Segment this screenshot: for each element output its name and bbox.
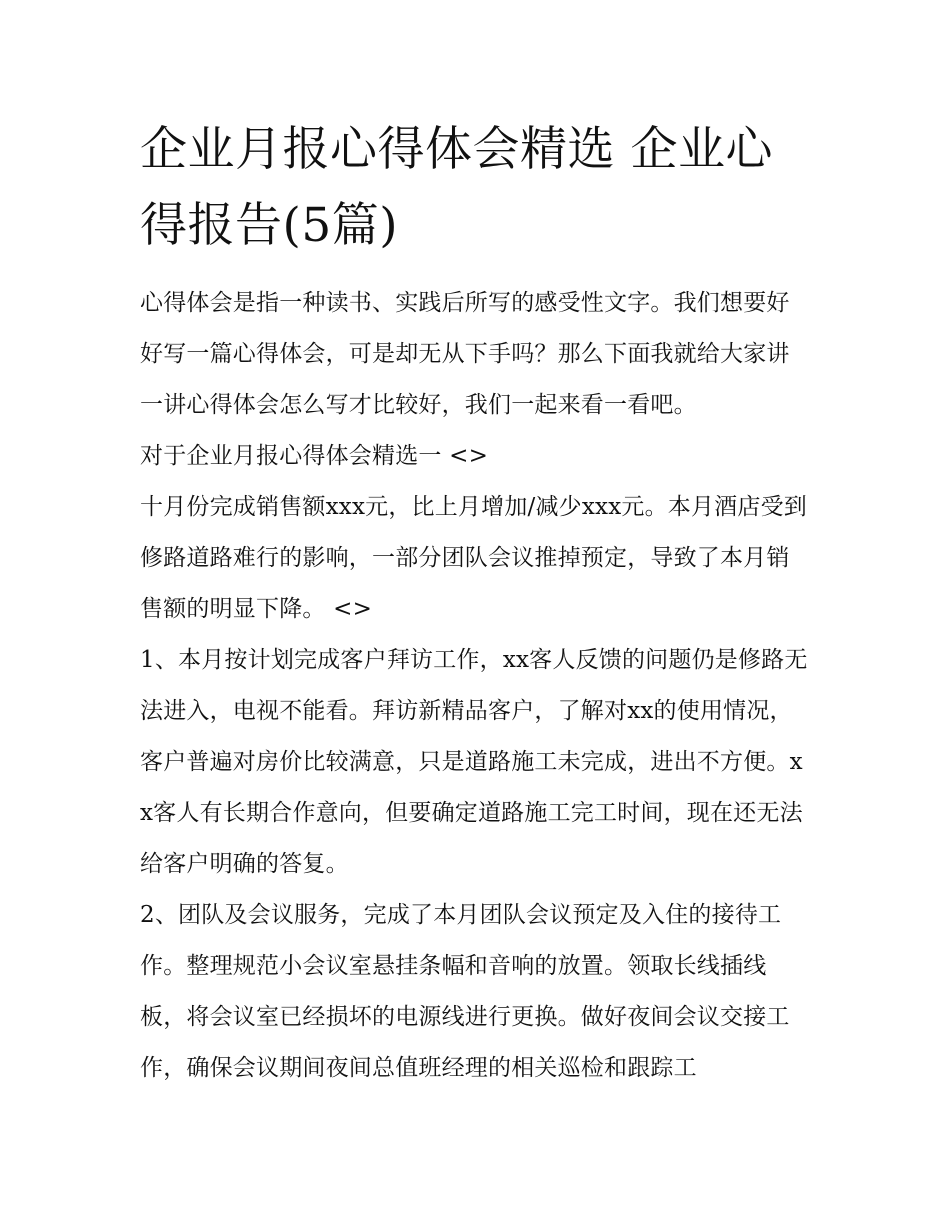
item-2-paragraph: 2、团队及会议服务，完成了本月团队会议预定及入住的接待工作。整理规范小会议室悬挂条幅和音响的放置。领取长线插线板，将会议室已经损坏的电源线进行更换。做好夜间会议交接工作，确保会议期间夜间总值班经理的相关巡检和跟踪工 (140, 902, 790, 1081)
item-1-paragraph: 1、本月按计划完成客户拜访工作，xx客人反馈的问题仍是修路无法进入，电视不能看。拜访新精品客户，了解对xx的使用情况，客户普遍对房价比较满意，只是道路施工未完成，进出不方便。xx客人有长期合作意向，但要确定道路施工完工时间，现在还无法给客户明确的答复。 (140, 647, 808, 877)
section-heading: 对于企业月报心得体会精选一 <> (140, 443, 489, 469)
intro-paragraph: 心得体会是指一种读书、实践后所写的感受性文字。我们想要好好写一篇心得体会，可是却无从下手吗？那么下面我就给大家讲一讲心得体会怎么写才比较好，我们一起来看一看吧。 (140, 290, 790, 418)
sales-summary-paragraph: 十月份完成销售额xxx元，比上月增加/减少xxx元。本月酒店受到修路道路难行的影响，一部分团队会议推掉预定，导致了本月销售额的明显下降。 <> (140, 494, 807, 622)
document-body (140, 112, 812, 1094)
document-title: 企业月报心得体会精选 企业心得报告(5篇) (140, 122, 773, 253)
